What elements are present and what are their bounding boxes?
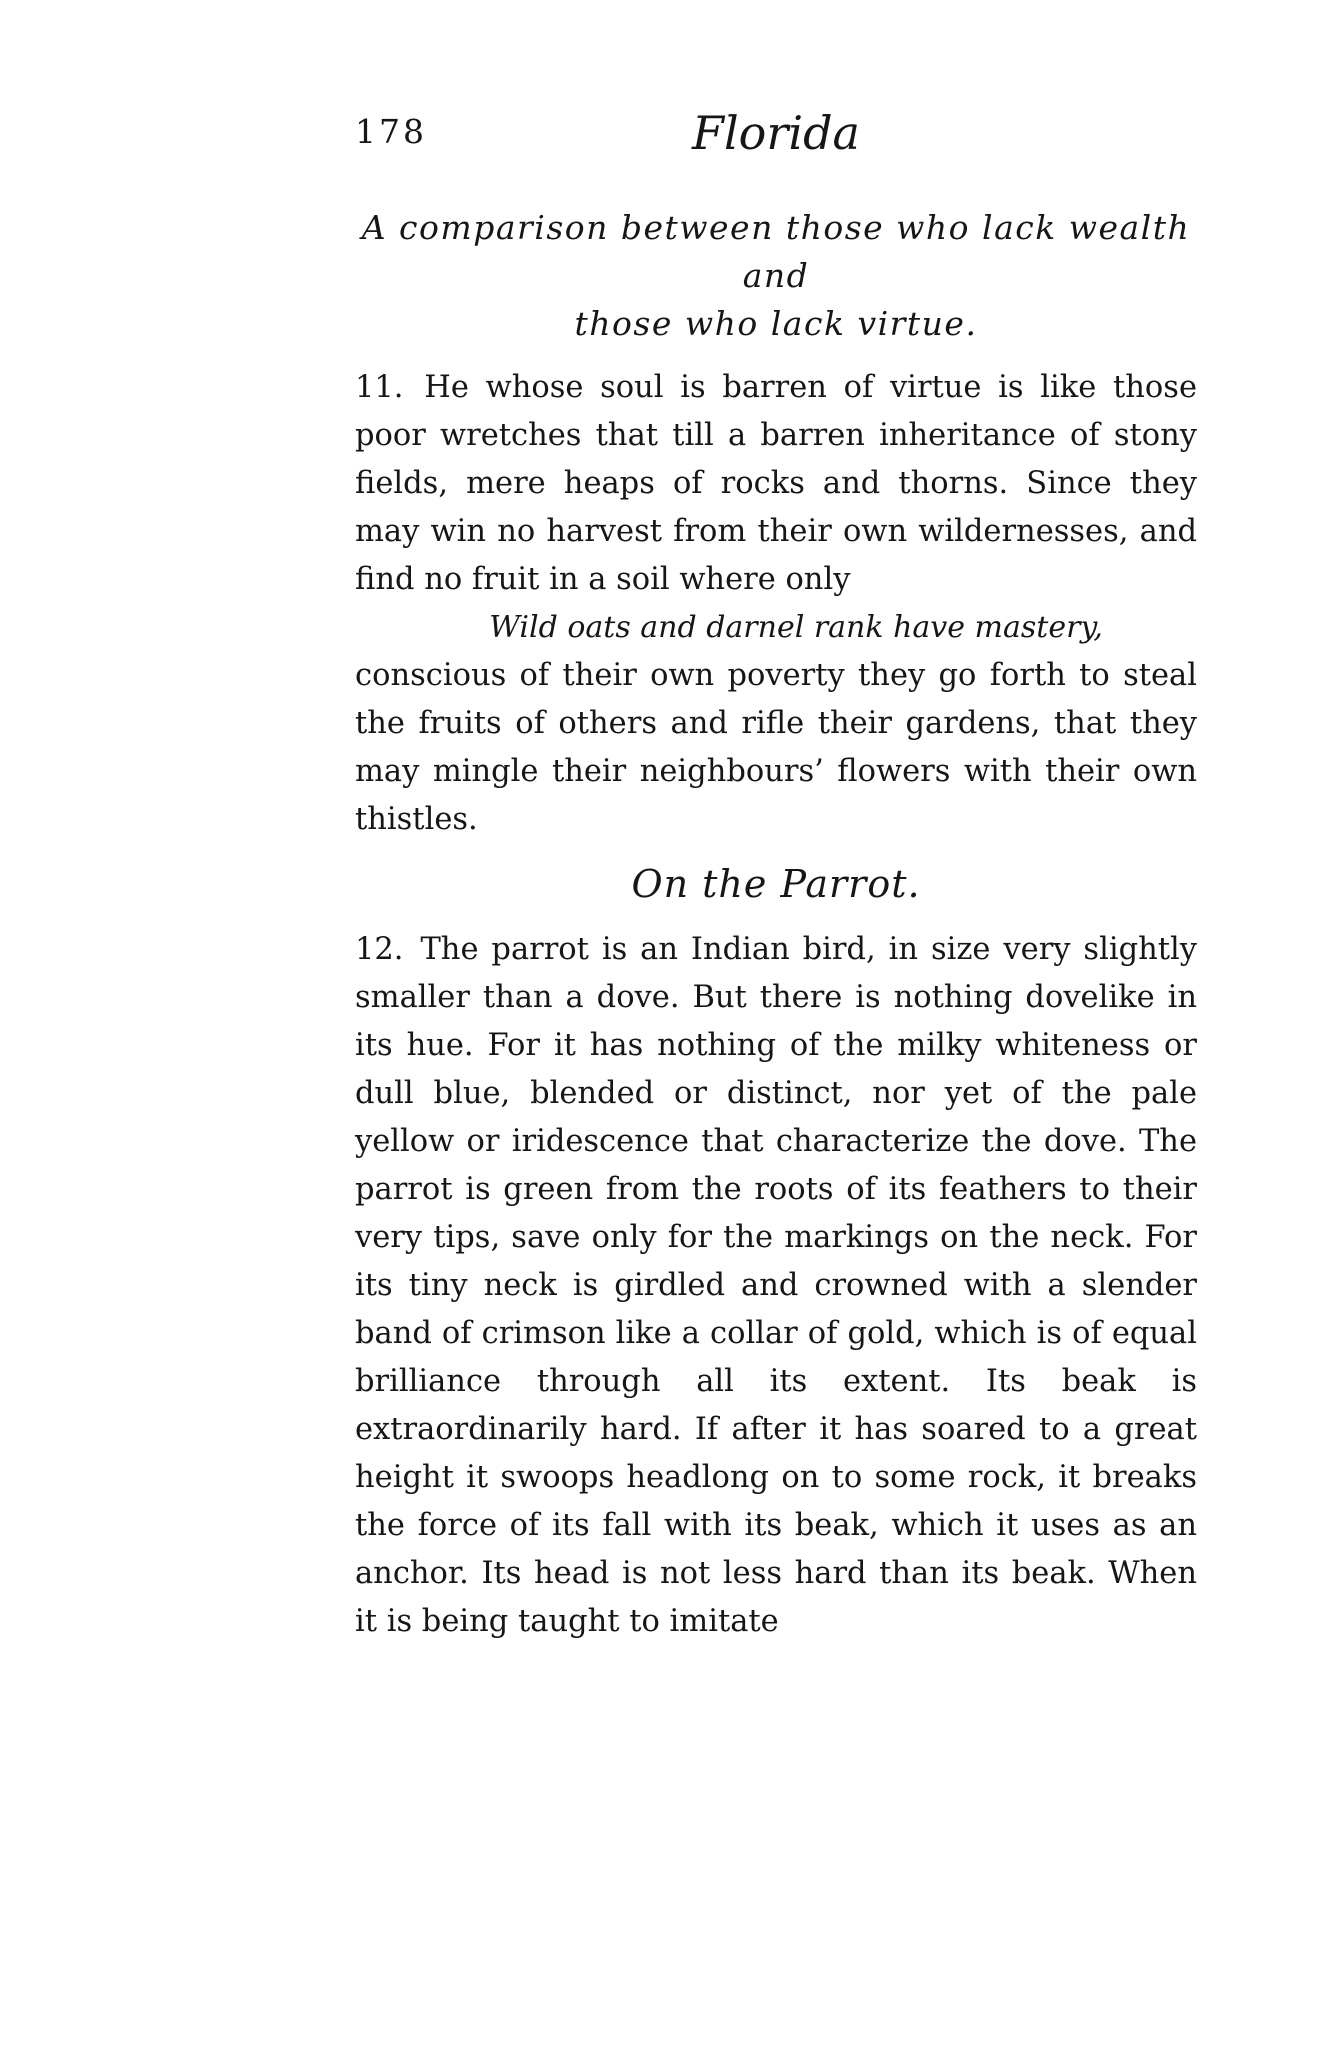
running-head: [355, 100, 1197, 170]
paragraph-12: [355, 926, 1197, 1646]
section-heading-line-2: those who lack virtue.: [574, 304, 978, 343]
verse-quotation: Wild oats and darnel rank have mastery,: [489, 610, 1103, 645]
page-number: 178: [355, 112, 427, 151]
section-heading-parrot: On the Parrot.: [631, 862, 921, 906]
paragraph-11-continuation: conscious of their own poverty they go forth to steal the fruits of others and rifle their gardens, that they may mingle their neighbours’ flowers with their own thistles.: [355, 658, 1197, 837]
paragraph-text: The parrot is an Indian bird, in size very slightly smaller than a dove. But there is nothing dovelike in its hue. For it has nothing of the milky whiteness or dull blue, blended or distinct, nor yet of the pale yellow or iridescence that characterize the dove. The parrot is green from the roots of its feathers to their very tips, save only for the markings on the neck. For its tiny neck is girdled and crowned with a slender band of crimson like a collar of gold, which is of equal brilliance through all its extent. Its beak is extraordinarily hard. If after it has soared to a great height it swoops headlong on to some rock, it breaks the force of its fall with its beak, which it uses as an anchor. Its head is not less hard than its beak. When it is being taught to imitate: [355, 932, 1197, 1639]
paragraph-11: [355, 364, 1197, 604]
paragraph-number: 11.: [355, 370, 404, 405]
running-title: Florida: [692, 106, 860, 160]
section-heading-line-1: A comparison between those who lack wealth and: [361, 208, 1191, 295]
paragraph-number: 12.: [355, 932, 404, 967]
paragraph-text: He whose soul is barren of virtue is like those poor wretches that till a barren inheritance of stony fields, mere heaps of rocks and thorns. Since they may win no harvest from their own wildernesses, and find no fruit in a soil where only: [355, 370, 1197, 597]
book-page: [355, 100, 1197, 1646]
